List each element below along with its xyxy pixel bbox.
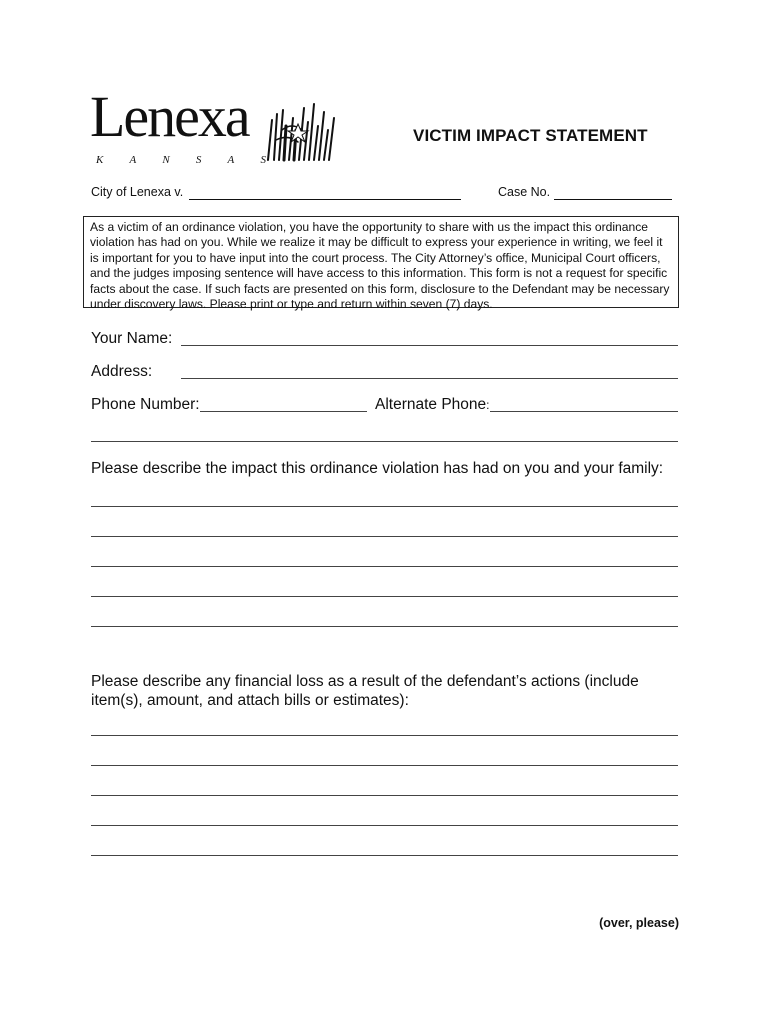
- logo-letter: A: [227, 154, 235, 166]
- alternate-phone-colon: :: [486, 398, 490, 412]
- defendant-name-field[interactable]: [189, 185, 461, 200]
- impact-answer-line[interactable]: [91, 536, 678, 537]
- phone-number-field[interactable]: [200, 411, 367, 412]
- prairie-grass-logo-icon: [262, 100, 340, 162]
- financial-loss-question: Please describe any financial loss as a result of the defendant’s actions (include item(s), amount, and attach bills or estimates):: [91, 673, 639, 709]
- impact-answer-line[interactable]: [91, 596, 678, 597]
- alternate-phone-field[interactable]: [490, 411, 678, 412]
- your-name-label: Your Name:: [91, 330, 173, 347]
- alternate-phone-text: Alternate Phone: [375, 396, 487, 413]
- financial-answer-line[interactable]: [91, 735, 678, 736]
- city-of-lenexa-label: City of Lenexa v.: [91, 185, 184, 199]
- your-name-field[interactable]: [181, 345, 678, 346]
- instructions-box: As a victim of an ordinance violation, you have the opportunity to share with us the impact this ordinance violation has had on you. While we realize it may be difficult to express your experience in writing, we feel it is important for you to have input into the court process. The City Attorney’s office, Municipal Court officers, and the judges imposing sentence will have access to this information. This form is not a request for specific facts about the case. If such facts are presented on this form, disclosure to the Defendant may be necessary under discovery laws. Please print or type and return within seven (7) days.: [83, 216, 679, 308]
- alternate-phone-label: [375, 396, 490, 414]
- impact-answer-line[interactable]: [91, 506, 678, 507]
- logo-letter: N: [162, 154, 170, 166]
- form-title: VICTIM IMPACT STATEMENT: [413, 126, 648, 145]
- logo-state-letters: [96, 153, 266, 167]
- financial-answer-line[interactable]: [91, 825, 678, 826]
- address-field[interactable]: [181, 378, 678, 379]
- financial-answer-line[interactable]: [91, 765, 678, 766]
- impact-answer-line[interactable]: [91, 566, 678, 567]
- impact-answer-line[interactable]: [91, 626, 678, 627]
- over-please-note: (over, please): [599, 916, 679, 930]
- address-continuation-line[interactable]: [91, 441, 678, 442]
- case-number-field[interactable]: [554, 185, 672, 200]
- financial-answer-line[interactable]: [91, 795, 678, 796]
- logo-letter: S: [195, 154, 202, 166]
- logo-letter: K: [96, 154, 104, 166]
- address-label: Address:: [91, 363, 153, 380]
- logo-letter: A: [129, 154, 137, 166]
- lenexa-logo-wordmark: Lenexa: [90, 84, 249, 149]
- financial-answer-line[interactable]: [91, 855, 678, 856]
- logo-letter: S: [260, 154, 266, 166]
- impact-question: Please describe the impact this ordinance violation has had on you and your family:: [91, 460, 664, 477]
- case-number-label: Case No.: [498, 185, 551, 199]
- phone-number-label: Phone Number:: [91, 396, 200, 413]
